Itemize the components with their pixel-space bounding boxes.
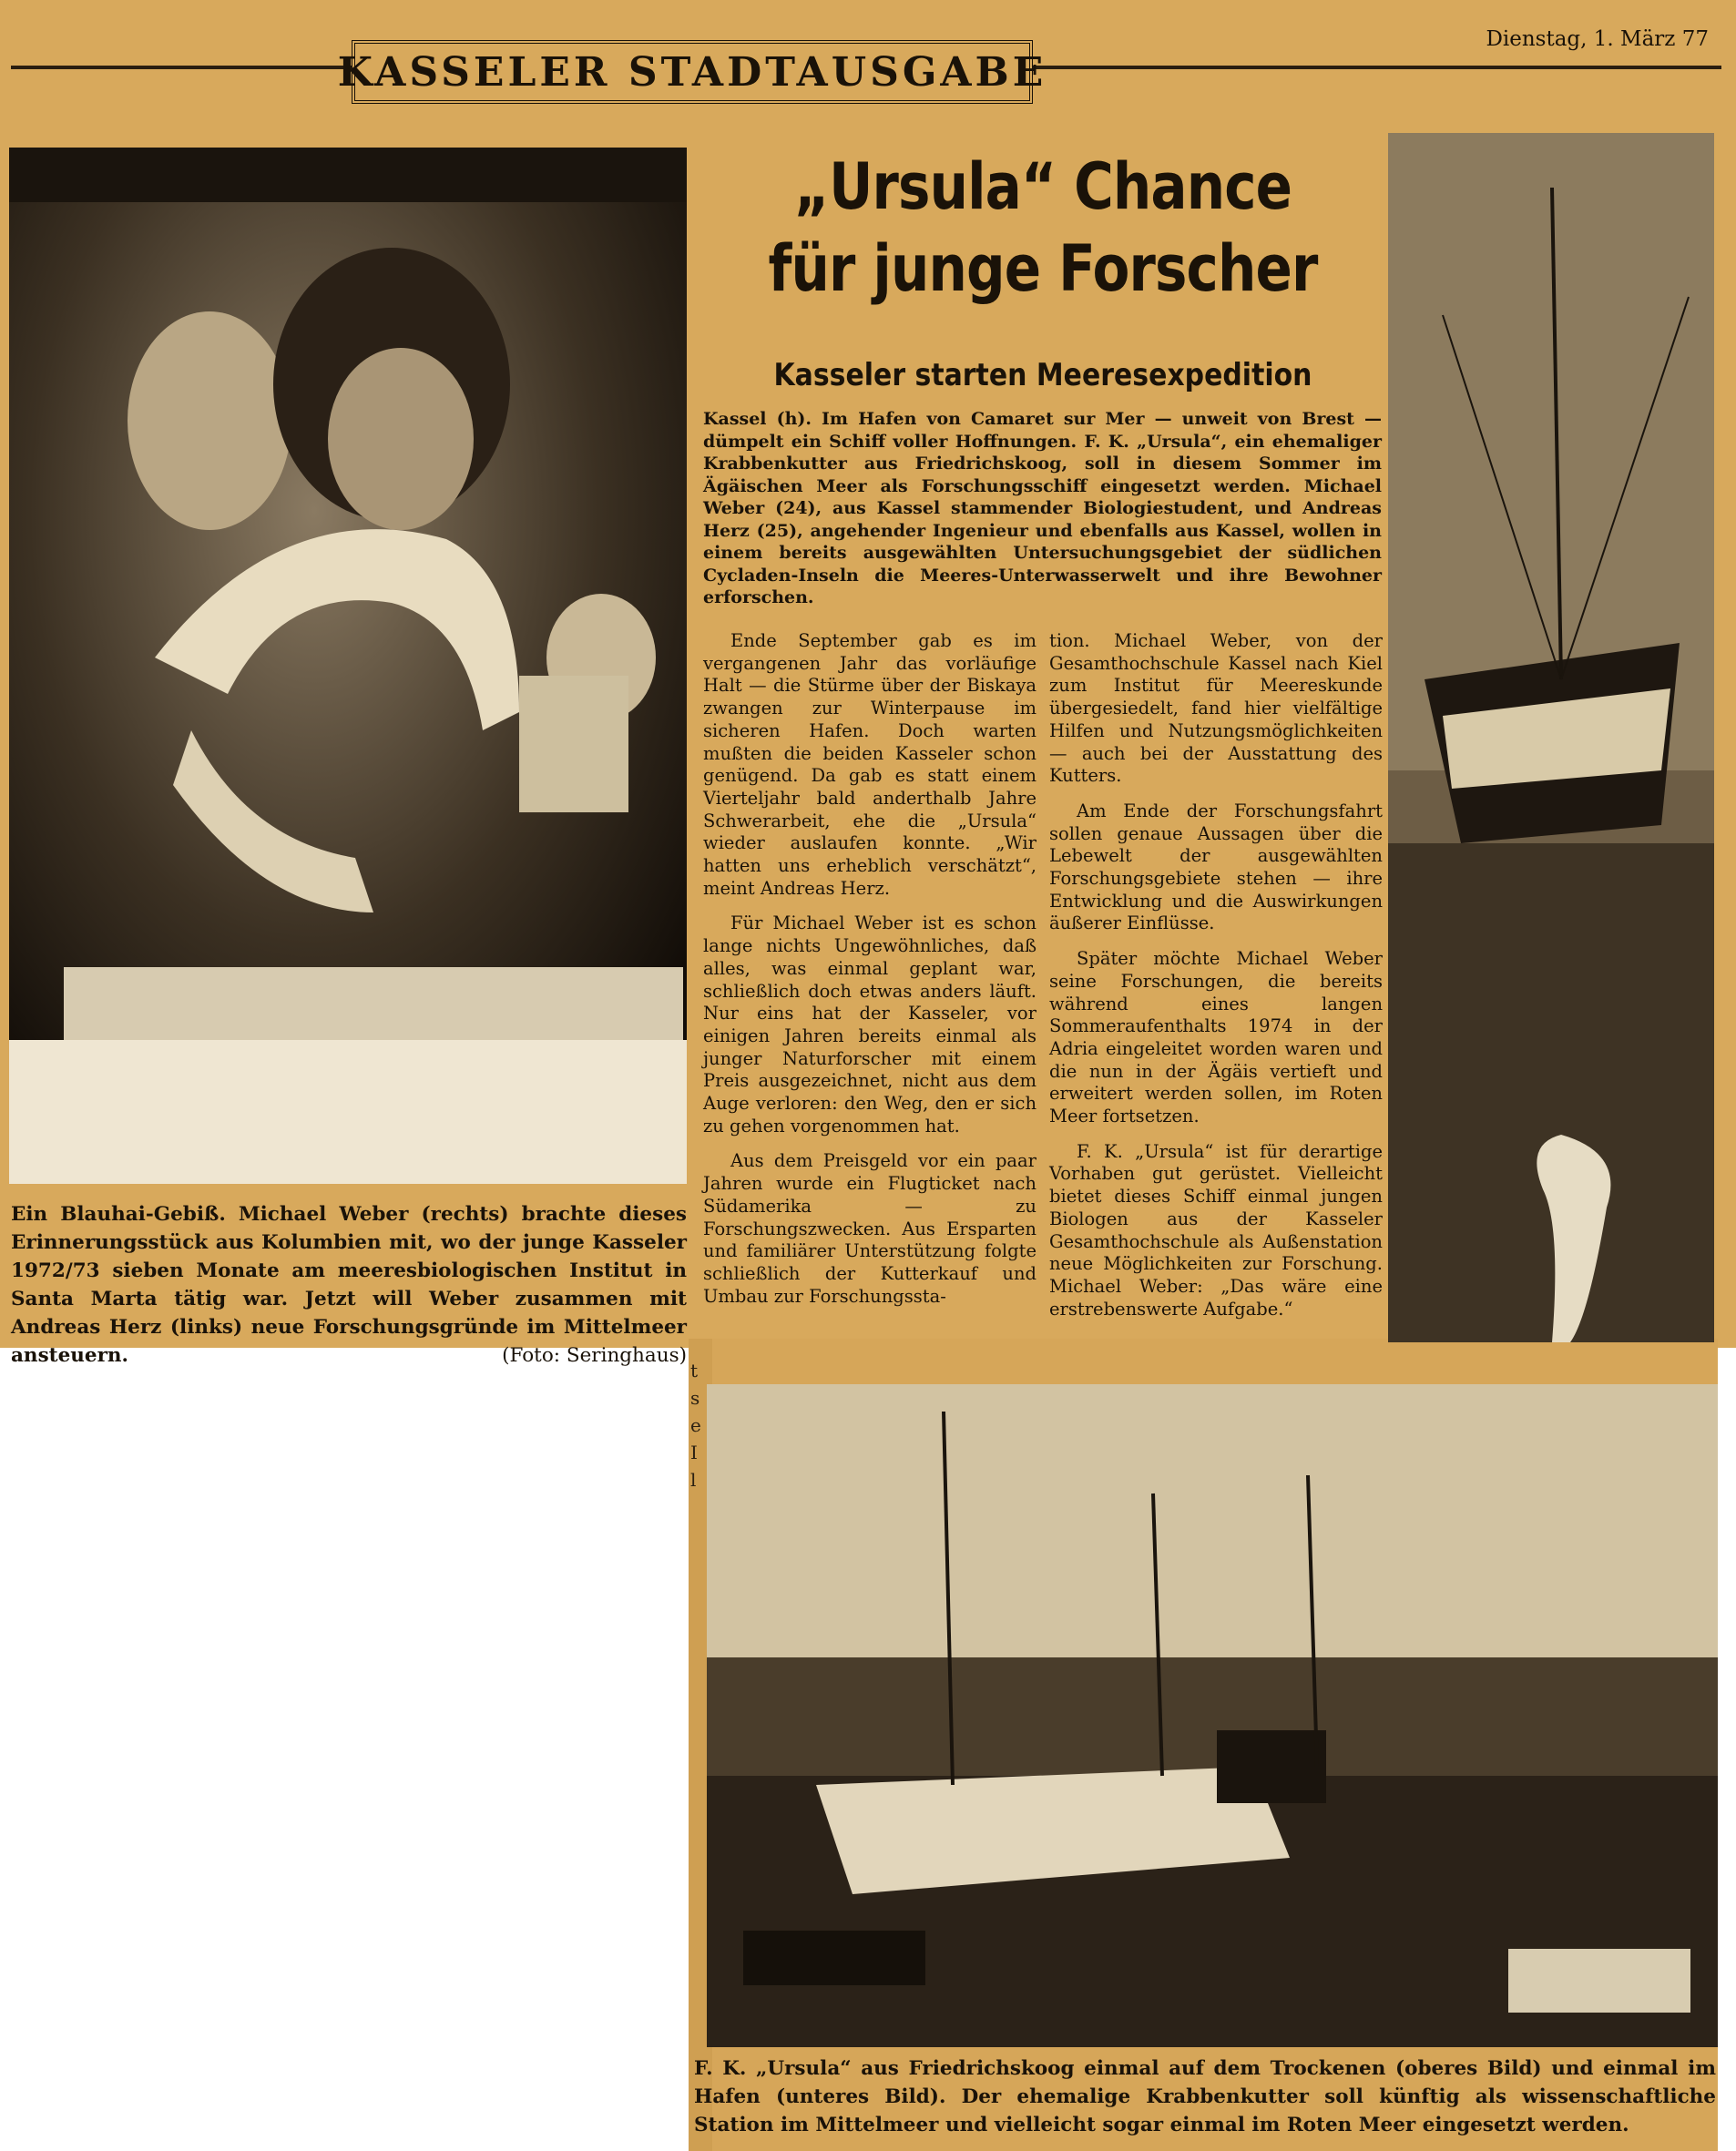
issue-date: Dienstag, 1. März 77 — [1486, 27, 1709, 51]
photo-credit: (Foto: Seringhaus) — [502, 1344, 687, 1367]
column-2-paragraph: F. K. „Ursula“ ist für derartige Vorhaben gut gerüstet. Vielleicht bietet dieses Schiff einmal jungen Biologen aus der Kasseler Gesamthochschule als Außenstation neue Möglichkeiten zur Forschung. Michael Weber: „Das wäre eine erstrebenswerte Aufgabe.“ — [1049, 1140, 1383, 1320]
column-2-paragraph: Später möchte Michael Weber seine Forschungen, die bereits während eines langen Sommeraufenthalts 1974 in der Adria eingeleitet worden waren und die nun in der Ägäis vertieft und erweitert werden sollen, im Roten Meer fortsetzen. — [1049, 948, 1383, 1127]
article-column-1 — [703, 630, 1036, 1320]
photo-harbour — [707, 1384, 1718, 2047]
cut-off-letter: s — [690, 1387, 700, 1409]
lead-paragraph: Kassel (h). Im Hafen von Camaret sur Mer — unweit von Brest — dümpelt ein Schiff voller Hoffnungen. F. K. „Ursula“, ein ehemaliger Krabbenkutter aus Friedrichskoog, soll in diesem Sommer im Ägäischen Meer als Forschungsschiff eingesetzt werden. Michael Weber (24), aus Kassel stammender Biologiestudent, und Andreas Herz (25), angehender Ingenieur und ebenfalls aus Kassel, wollen in einem bereits ausgewählten Untersuchungsgebiet der südlichen Cycladen-Inseln die Meeres-Unterwasserwelt und ihre Bewohner erforschen. — [703, 409, 1382, 607]
headline — [752, 146, 1333, 310]
photo-caption-top — [11, 1200, 687, 1370]
photo-caption-bottom: F. K. „Ursula“ aus Friedrichskoog einmal auf dem Trockenen (oberes Bild) und einmal im Hafen (unteres Bild). Der ehemalige Krabbenkutter soll künftig als wissenschaftliche Station im Mittelmeer und vielleicht sogar einmal im Roten Meer eingesetzt werden. — [694, 2057, 1716, 2136]
column-2-paragraph: Am Ende der Forschungsfahrt sollen genaue Aussagen über die Lebewelt der ausgewählten Forschungsgebiete stehen — ihre Entwicklung und die Auswirkungen äußerer Einflüsse. — [1049, 800, 1383, 934]
masthead-title: KASSELER STADTAUSGABE — [337, 48, 1047, 96]
cut-off-letter: I — [690, 1442, 698, 1463]
column-1-paragraph: Aus dem Preisgeld vor ein paar Jahren wurde ein Flugticket nach Südamerika — zu Forschungszwecken. Aus Ersparten und familiärer Unterstützung folgte schließlich der Kutterkauf und Umbau zur Forschungssta- — [703, 1150, 1036, 1307]
photo-shark-jaw — [9, 148, 687, 1184]
column-2-paragraph: tion. Michael Weber, von der Gesamthochschule Kassel nach Kiel zum Institut für Meereskunde übergesiedelt, fand hier vielfältige Hilfen und Nutzungsmöglichkeiten — auch bei der Ausstattung des Kutters. — [1049, 630, 1383, 787]
subheadline: Kasseler starten Meeresexpedition — [773, 357, 1312, 393]
cut-off-letters — [690, 1357, 710, 1493]
cut-off-letter: e — [690, 1414, 701, 1436]
photo-ship-dry — [1388, 133, 1714, 1342]
cut-off-letter: l — [690, 1469, 697, 1491]
column-1-paragraph: Ende September gab es im vergangenen Jahr das vorläufige Halt — die Stürme über der Biskaya zwangen zur Winterpause im sicheren Hafen. Doch warten mußten die beiden Kasseler schon genügend. Da gab es statt einem Vierteljahr bald anderthalb Jahre Schwerarbeit, ehe die „Ursula“ wieder auslaufen konnte. „Wir hatten uns erheblich verschätzt“, meint Andreas Herz. — [703, 630, 1036, 899]
headline-line-2: für junge Forscher — [768, 231, 1318, 306]
cut-off-letter: t — [690, 1360, 699, 1381]
headline-line-1: „Ursula“ Chance — [793, 149, 1292, 224]
masthead — [337, 40, 1047, 104]
caption-text: Ein Blauhai-Gebiß. Michael Weber (rechts) brachte dieses Erinnerungsstück aus Kolumbien mit, wo der junge Kasseler 1972/73 sieben Monate am meeresbiologischen Institut in Santa Marta tätig war. Jetzt will Weber zusammen mit Andreas Herz (links) neue Forschungsgründe im Mittelmeer ansteuern. — [11, 1203, 687, 1367]
article-column-2 — [1049, 630, 1383, 1333]
column-1-paragraph: Für Michael Weber ist es schon lange nichts Ungewöhnliches, daß alles, was einmal geplant war, schließlich doch etwas anders läuft. Nur eins hat der Kasseler, vor einigen Jahren bereits einmal als junger Naturforscher mit einem Preis ausgezeichnet, nicht aus dem Auge verloren: den Weg, den er sich zu gehen vorgenommen hat. — [703, 912, 1036, 1137]
